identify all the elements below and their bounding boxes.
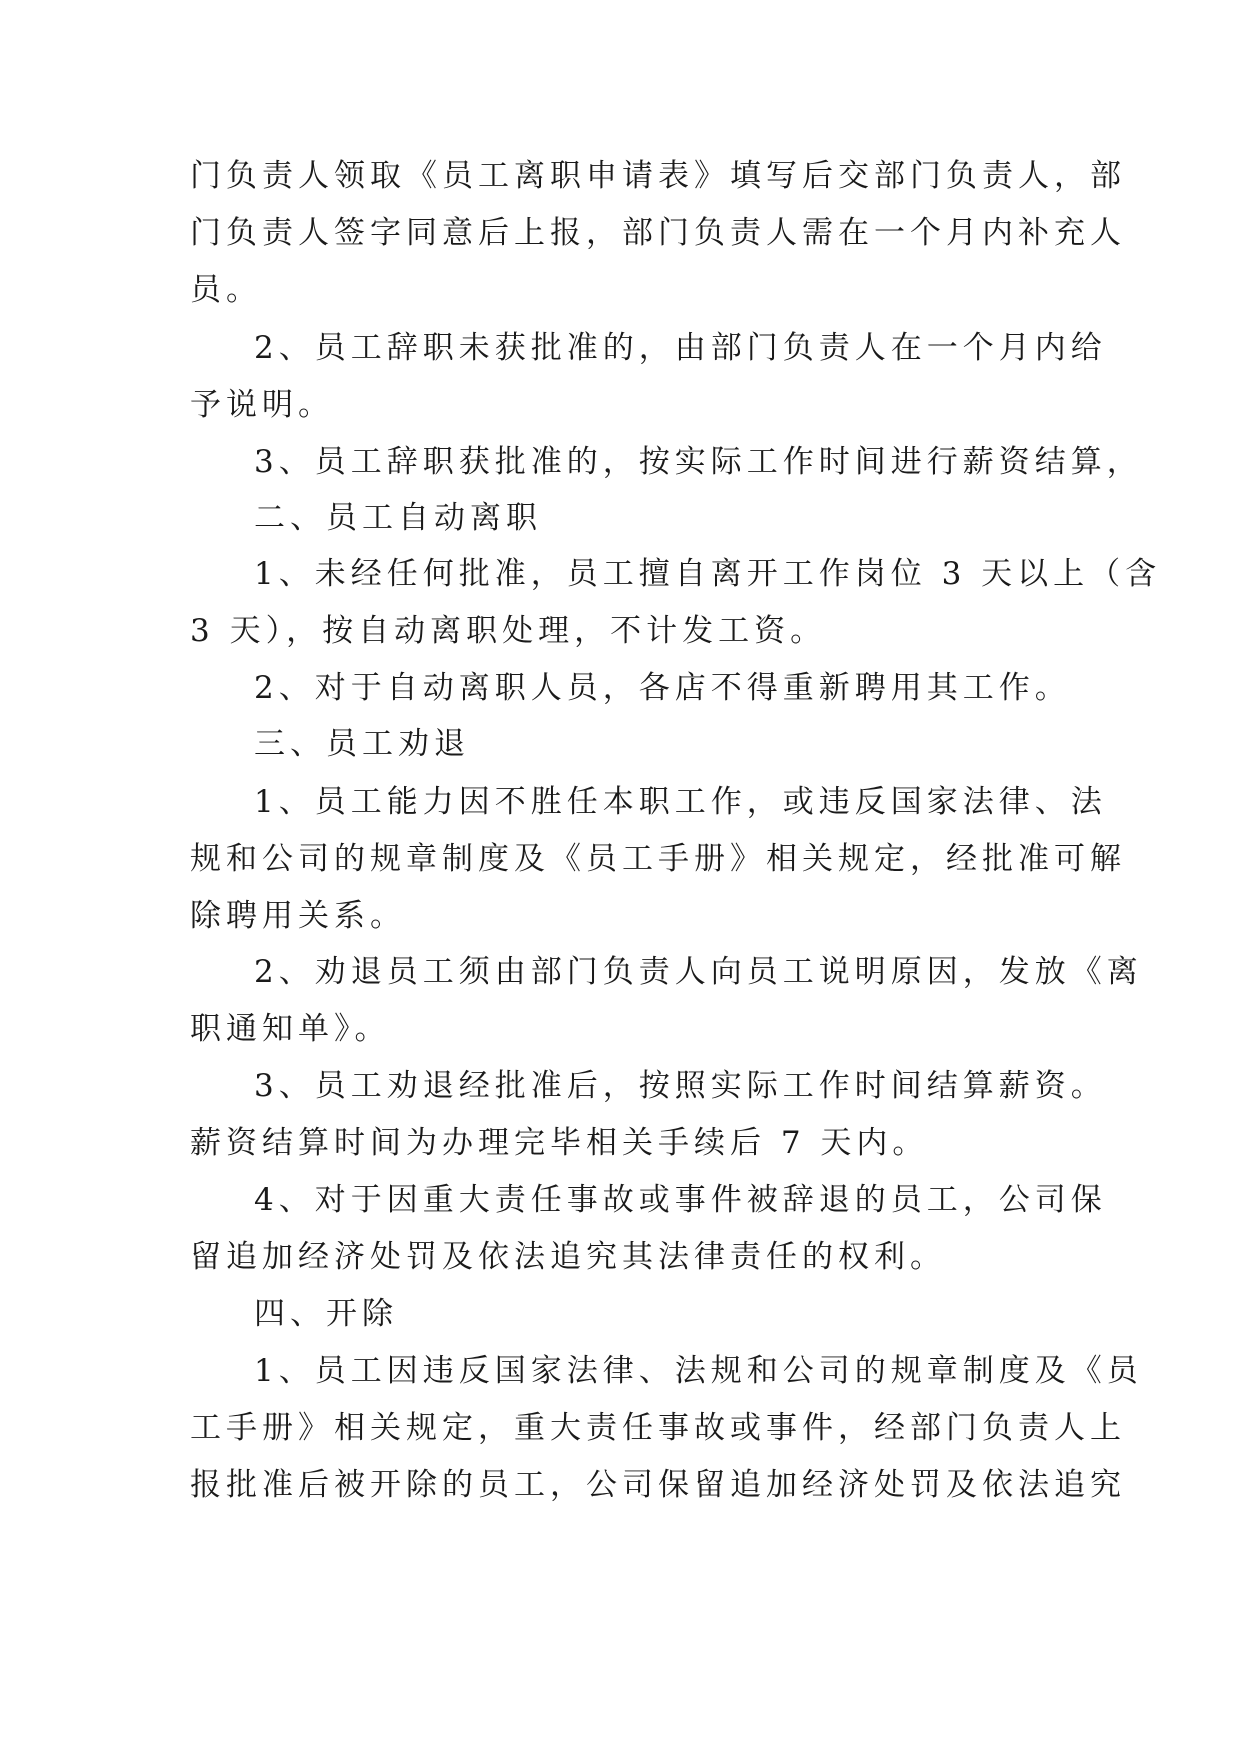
text-line: 门负责人领取《员工离职申请表》填写后交部门负责人，部: [190, 158, 1126, 194]
text-line: 1、未经任何批准，员工擅自离开工作岗位 3 天以上（含: [254, 556, 1162, 592]
text-line: 予说明。: [190, 387, 334, 423]
text-line: 工手册》相关规定，重大责任事故或事件，经部门负责人上: [190, 1410, 1126, 1446]
text-line: 职通知单》。: [190, 1011, 391, 1047]
text-line: 2、劝退员工须由部门负责人向员工说明原因，发放《离: [254, 954, 1143, 990]
text-line: 规和公司的规章制度及《员工手册》相关规定，经批准可解: [190, 841, 1126, 877]
text-line: 3、员工辞职获批准的，按实际工作时间进行薪资结算，: [254, 444, 1143, 480]
text-line: 除聘用关系。: [190, 898, 406, 934]
section-heading: 四、开除: [254, 1296, 398, 1332]
text-line: 2、员工辞职未获批准的，由部门负责人在一个月内给: [254, 330, 1107, 366]
text-line: 员。: [190, 272, 262, 308]
section-heading: 二、员工自动离职: [254, 500, 542, 536]
text-line: 2、对于自动离职人员，各店不得重新聘用其工作。: [254, 670, 1071, 706]
text-line: 3、员工劝退经批准后，按照实际工作时间结算薪资。: [254, 1068, 1107, 1104]
text-line: 4、对于因重大责任事故或事件被辞退的员工，公司保: [254, 1182, 1107, 1218]
text-line: 报批准后被开除的员工，公司保留追加经济处罚及依法追究: [190, 1467, 1126, 1503]
text-line: 留追加经济处罚及依法追究其法律责任的权利。: [190, 1239, 946, 1275]
text-line: 1、员工因违反国家法律、法规和公司的规章制度及《员: [254, 1353, 1143, 1389]
section-heading: 三、员工劝退: [254, 726, 470, 762]
text-line: 3 天），按自动离职处理，不计发工资。: [190, 613, 827, 649]
text-line: 薪资结算时间为办理完毕相关手续后 7 天内。: [190, 1125, 929, 1161]
text-line: 门负责人签字同意后上报，部门负责人需在一个月内补充人: [190, 215, 1126, 251]
text-line: 1、员工能力因不胜任本职工作，或违反国家法律、法: [254, 784, 1107, 820]
